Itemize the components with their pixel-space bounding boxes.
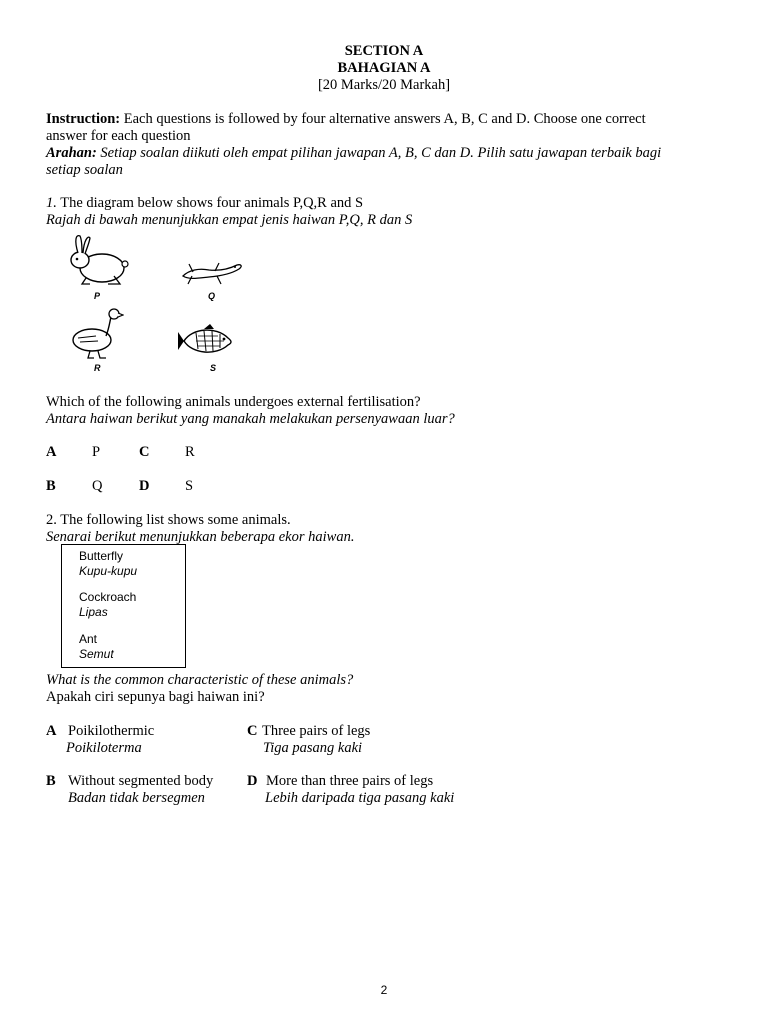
q2-option-d-text[interactable]: More than three pairs of legs xyxy=(266,773,434,789)
section-title: SECTION A xyxy=(344,43,424,59)
list-item-butterfly-ms: Kupu-kupu xyxy=(79,564,138,578)
figure-label-q: Q xyxy=(208,291,216,301)
q1-option-c-text[interactable]: R xyxy=(185,444,195,460)
arahan-line-1 xyxy=(46,145,661,162)
figure-label-s: S xyxy=(210,363,217,373)
q1-question: Which of the following animals undergoes external fertilisation? xyxy=(46,394,421,410)
q1-option-b-letter[interactable]: B xyxy=(46,478,56,494)
q2-option-b-letter[interactable]: B xyxy=(46,773,56,789)
q1-stem xyxy=(46,195,363,212)
instruction-label: Instruction: xyxy=(46,111,121,127)
q2-option-a-text-ms[interactable]: Poikiloterma xyxy=(66,740,142,756)
q2-question: What is the common characteristic of these animals? xyxy=(46,672,354,688)
lizard-icon xyxy=(179,256,245,288)
q2-option-d-text-ms[interactable]: Lebih daripada tiga pasang kaki xyxy=(265,790,455,806)
duck-icon xyxy=(68,306,124,362)
q1-animal-figure xyxy=(46,232,266,382)
q2-stem-ms: Senarai berikut menunjukkan beberapa ekor haiwan. xyxy=(46,529,355,545)
q1-option-c-letter[interactable]: C xyxy=(139,444,150,460)
q1-stem-text: The diagram below shows four animals P,Q,R and S xyxy=(56,195,364,211)
instruction-line-2: answer for each question xyxy=(46,128,191,144)
q2-option-c-text-ms[interactable]: Tiga pasang kaki xyxy=(263,740,363,756)
q2-option-c-letter[interactable]: C xyxy=(247,723,258,739)
instruction-line-1 xyxy=(46,111,646,128)
q1-stem-ms: Rajah di bawah menunjukkan empat jenis haiwan P,Q, R dan S xyxy=(46,212,413,228)
arahan-label: Arahan: xyxy=(46,145,97,161)
q1-option-a-text[interactable]: P xyxy=(92,444,101,460)
page-number: 2 xyxy=(380,983,388,997)
marks-label: [20 Marks/20 Markah] xyxy=(317,77,451,93)
q2-option-b-text-ms[interactable]: Badan tidak bersegmen xyxy=(68,790,205,806)
q2-animal-list-box xyxy=(61,544,186,668)
q1-option-d-text[interactable]: S xyxy=(185,478,194,494)
section-title-ms: BAHAGIAN A xyxy=(337,60,431,76)
figure-label-p: P xyxy=(94,291,101,301)
list-item-butterfly: Butterfly xyxy=(79,549,124,563)
q1-number: 1. xyxy=(46,195,57,211)
list-item-ant: Ant xyxy=(79,632,98,646)
arahan-text: Setiap soalan diikuti oleh empat pilihan jawapan A, B, C dan D. Pilih satu jawapan terbaik bagi xyxy=(96,145,662,161)
q1-question-ms: Antara haiwan berikut yang manakah melakukan persenyawaan luar? xyxy=(46,411,455,427)
q1-option-a-letter[interactable]: A xyxy=(46,444,57,460)
q2-option-a-letter[interactable]: A xyxy=(46,723,57,739)
q2-option-a-text[interactable]: Poikilothermic xyxy=(68,723,155,739)
figure-label-r: R xyxy=(94,363,101,373)
rabbit-icon xyxy=(64,232,134,290)
fish-icon xyxy=(178,324,244,358)
list-item-cockroach: Cockroach xyxy=(79,590,137,604)
q2-stem: 2. The following list shows some animals. xyxy=(46,512,291,528)
arahan-line-2: setiap soalan xyxy=(46,162,123,178)
q2-option-d-letter[interactable]: D xyxy=(247,773,258,789)
q2-option-b-text[interactable]: Without segmented body xyxy=(68,773,214,789)
list-item-ant-ms: Semut xyxy=(79,647,114,661)
list-item-cockroach-ms: Lipas xyxy=(79,605,108,619)
instruction-text: Each questions is followed by four alternative answers A, B, C and D. Choose one correct xyxy=(120,111,646,127)
q2-question-ms: Apakah ciri sepunya bagi haiwan ini? xyxy=(46,689,265,705)
q1-option-d-letter[interactable]: D xyxy=(139,478,150,494)
q1-option-b-text[interactable]: Q xyxy=(92,478,103,494)
q2-option-c-text[interactable]: Three pairs of legs xyxy=(262,723,371,739)
